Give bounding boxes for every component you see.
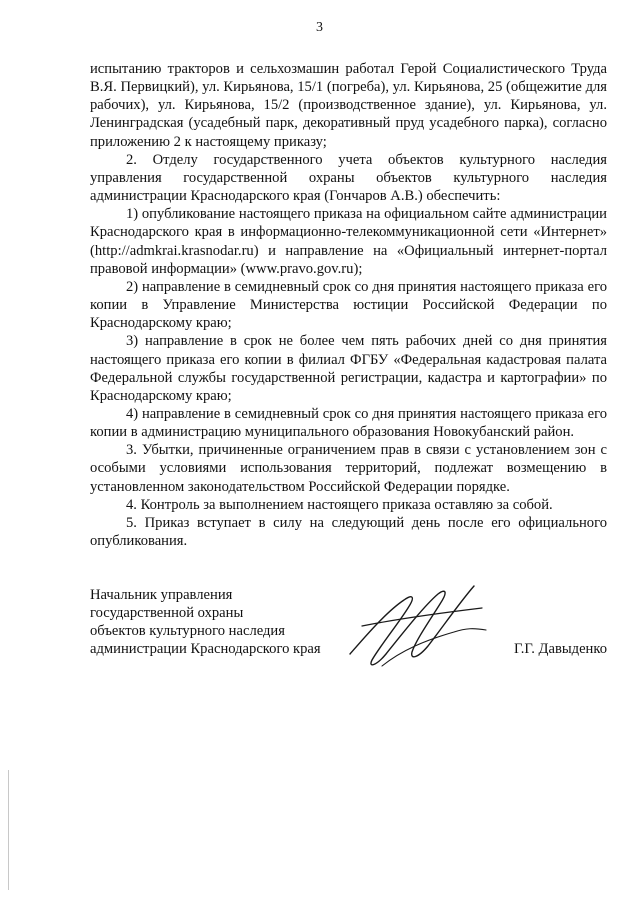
paragraph-continuation: испытанию тракторов и сельхозмашин работал Герой Социалистического Труда В.Я. Первицкий), ул. Кирьянова, 15/1 (погреба), ул. Кирьянова, 25 (общежитие для рабочих), ул. Кирьянова, 15/2 (производственное здание), ул. Кирьянова, ул. Ленинградская (усадебный парк, декоративный пруд усадебного парка), согласно приложению 2 к настоящему приказу; (90, 61, 607, 150)
paragraph-item-4: 4. Контроль за выполнением настоящего приказа оставляю за собой. (126, 496, 553, 513)
signer-position-line: администрации Краснодарского края (90, 641, 321, 657)
paragraph-subitem-1: 1) опубликование настоящего приказа на официальном сайте администрации Краснодарского края в информационно-телекоммуникационной сети «Интернет» (http://admkrai.krasnodar.ru) и направление на «Официальный интернет-портал правовой информации» (www.pravo.gov.ru); (90, 206, 607, 277)
paragraph-item-5: 5. Приказ вступает в силу на следующий день после его официального опубликования. (90, 514, 607, 550)
paragraph-subitem-2: 2) направление в семидневный срок со дня принятия настоящего приказа его копии в Управление Министерства юстиции Российской Федерации по Краснодарскому краю; (90, 278, 607, 332)
signer-name: Г.Г. Давыденко (513, 641, 607, 657)
handwritten-signature (342, 580, 492, 672)
scan-margin-artifact (8, 770, 9, 890)
document-body (90, 60, 607, 550)
signer-position-line: государственной охраны (90, 605, 244, 621)
paragraph-subitem-3: 3) направление в срок не более чем пять рабочих дней со дня принятия настоящего приказа его копии в филиал ФГБУ «Федеральная кадастровая палата Федеральной службы государственной регистрации, кадастра и картографии» по Краснодарскому краю; (90, 333, 607, 404)
paragraph-subitem-4: 4) направление в семидневный срок со дня принятия настоящего приказа его копии в администрацию муниципального образования Новокубанский район. (90, 405, 607, 441)
signature-block (90, 586, 607, 658)
signer-position-line: Начальник управления (90, 587, 233, 603)
paragraph-item-2: 2. Отделу государственного учета объектов культурного наследия управления государственной охраны объектов культурного наследия администрации Краснодарского края (Гончаров А.В.) обеспечить: (90, 151, 607, 205)
page-number: 3 (316, 20, 323, 35)
signer-position-line: объектов культурного наследия (90, 623, 285, 639)
paragraph-item-3: 3. Убытки, причиненные ограничением прав в связи с установлением зон с особыми условиями использования территорий, подлежат возмещению в установленном законодательством Российской Федерации порядке. (90, 442, 607, 495)
